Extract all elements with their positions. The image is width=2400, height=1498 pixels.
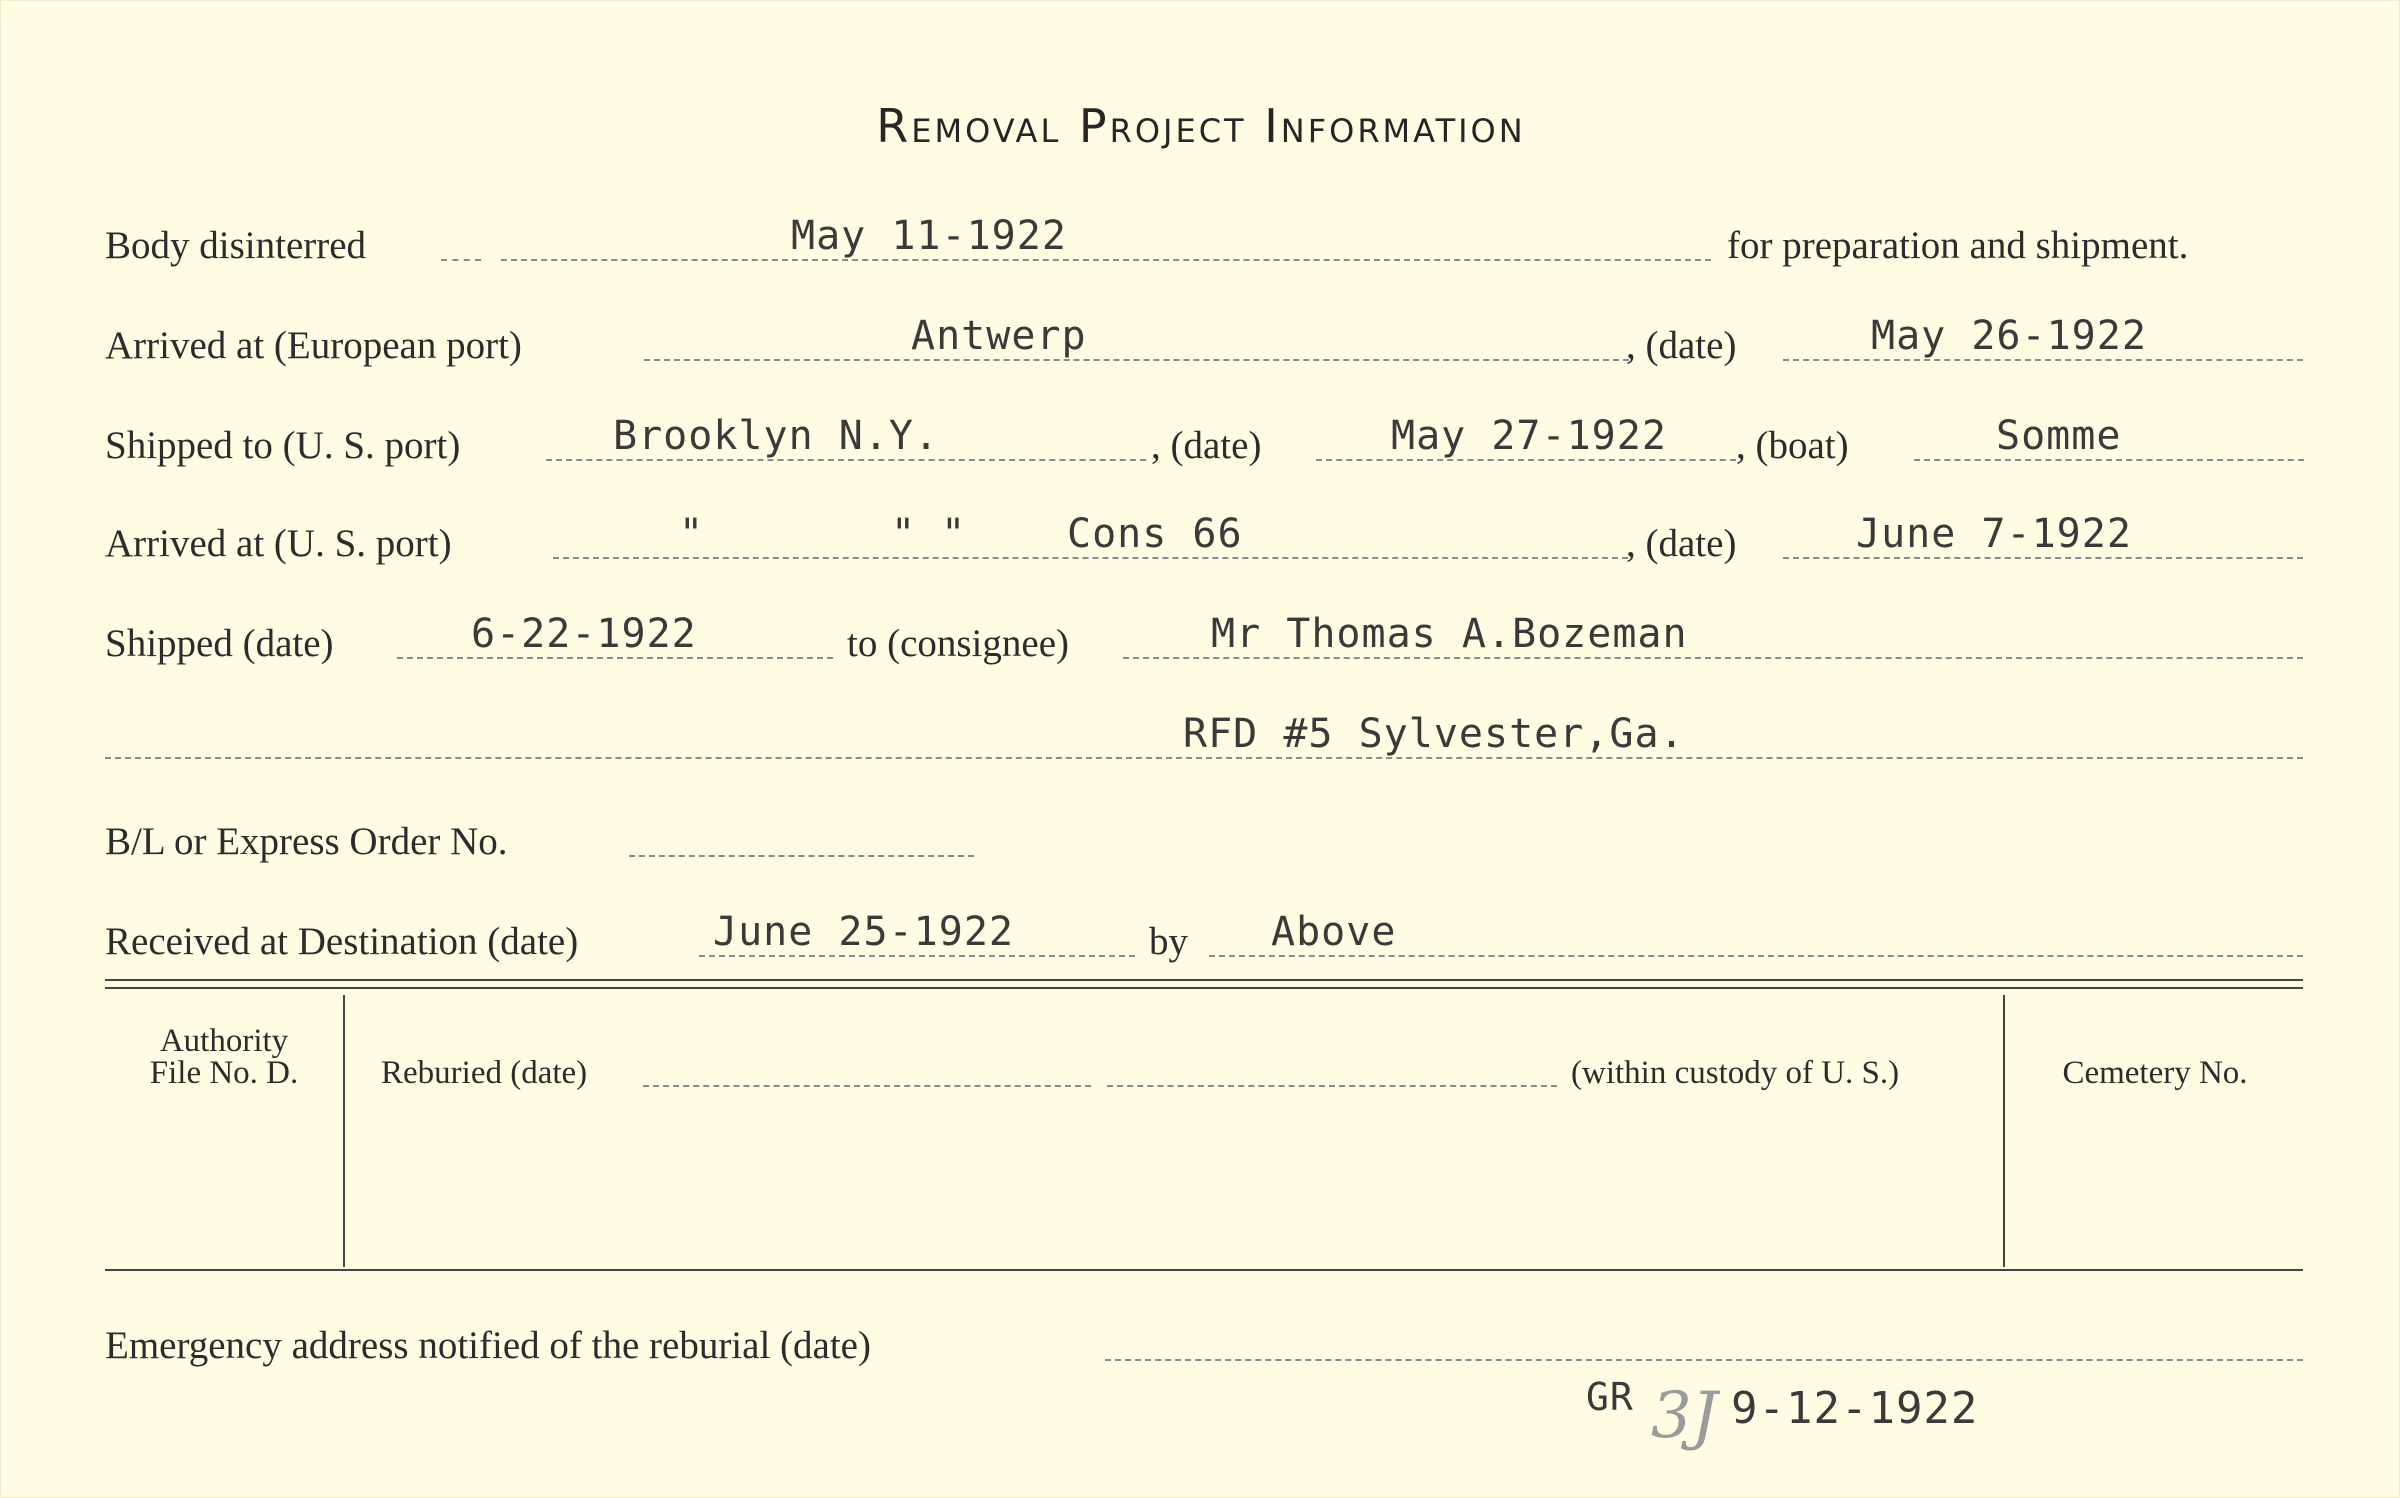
consignee-line [1123,657,2303,659]
table-column-divider [343,995,345,1267]
us-port-arrived-value: Cons 66 [1067,511,1243,557]
file-no-label: File No. D. [149,1055,299,1091]
european-port-label: Arrived at (European port) [105,324,522,367]
table-bottom-rule [105,1269,2303,1271]
european-port-value: Antwerp [911,313,1087,359]
received-destination-label: Received at Destination (date) [105,920,579,963]
us-port-arrived-date-label: , (date) [1626,522,1737,565]
shipped-date-line [1316,459,1736,461]
bl-express-order-label: B/L or Express Order No. [105,820,508,863]
custody-label: (within custody of U. S.) [1571,1055,1900,1091]
received-by-value: Above [1271,909,1397,955]
boat-label: , (boat) [1736,424,1849,467]
address-line [105,757,2303,759]
page-title: Removal Project Information [876,99,1526,153]
european-port-date-label: , (date) [1626,324,1737,367]
reburied-line [1107,1085,1557,1087]
reburied-label: Reburied (date) [381,1055,588,1091]
received-destination-value: June 25-1922 [713,909,1014,955]
body-disinterred-label: Body disinterred [105,224,367,267]
us-port-shipped-line [546,459,1146,461]
ditto-mark: " " [891,511,967,557]
us-port-arrived-line [553,557,1628,559]
dotted-line [441,259,481,261]
table-column-divider [2003,995,2005,1267]
body-disinterred-line [501,259,1711,261]
shipped-date2-line [397,657,833,659]
european-port-date-value: May 26-1922 [1871,313,2147,359]
us-port-arrived-date-line [1783,557,2303,559]
received-by-line [1209,955,2303,957]
consignee-label: to (consignee) [847,622,1070,665]
table-top-rule [105,987,2303,989]
ditto-mark: " [679,511,705,557]
table-top-rule [105,979,2303,981]
bl-express-order-line [629,855,974,857]
shipped-date-label: , (date) [1151,424,1262,467]
consignee-value: Mr Thomas A.Bozeman [1211,611,1688,657]
cemetery-no-label: Cemetery No. [2062,1055,2248,1091]
gr-stamp: GR [1586,1375,1634,1419]
emergency-address-line [1105,1359,2303,1361]
received-by-label: by [1149,920,1188,963]
consignee-address: RFD #5 Sylvester,Ga. [1183,711,1685,757]
emergency-address-label: Emergency address notified of the reburial (date) [105,1324,871,1367]
shipped-date2-label: Shipped (date) [105,622,334,665]
us-port-shipped-value: Brooklyn N.Y. [613,413,940,459]
european-port-line [644,359,1629,361]
shipped-date-value: May 27-1922 [1391,413,1667,459]
handwritten-initials: 3J [1651,1379,1718,1453]
footer-date: 9-12-1922 [1731,1383,1979,1434]
shipped-date2-value: 6-22-1922 [471,611,697,657]
reburied-line [643,1085,1091,1087]
us-port-arrived-date-value: June 7-1922 [1856,511,2132,557]
us-port-shipped-label: Shipped to (U. S. port) [105,424,461,467]
boat-value: Somme [1996,413,2122,459]
authority-label: Authority [159,1023,289,1059]
us-port-arrived-label: Arrived at (U. S. port) [105,522,452,565]
received-destination-line [699,955,1135,957]
body-disinterred-value: May 11-1922 [791,213,1067,259]
preparation-shipment-label: for preparation and shipment. [1727,224,2189,267]
boat-line [1914,459,2304,461]
european-port-date-line [1783,359,2303,361]
